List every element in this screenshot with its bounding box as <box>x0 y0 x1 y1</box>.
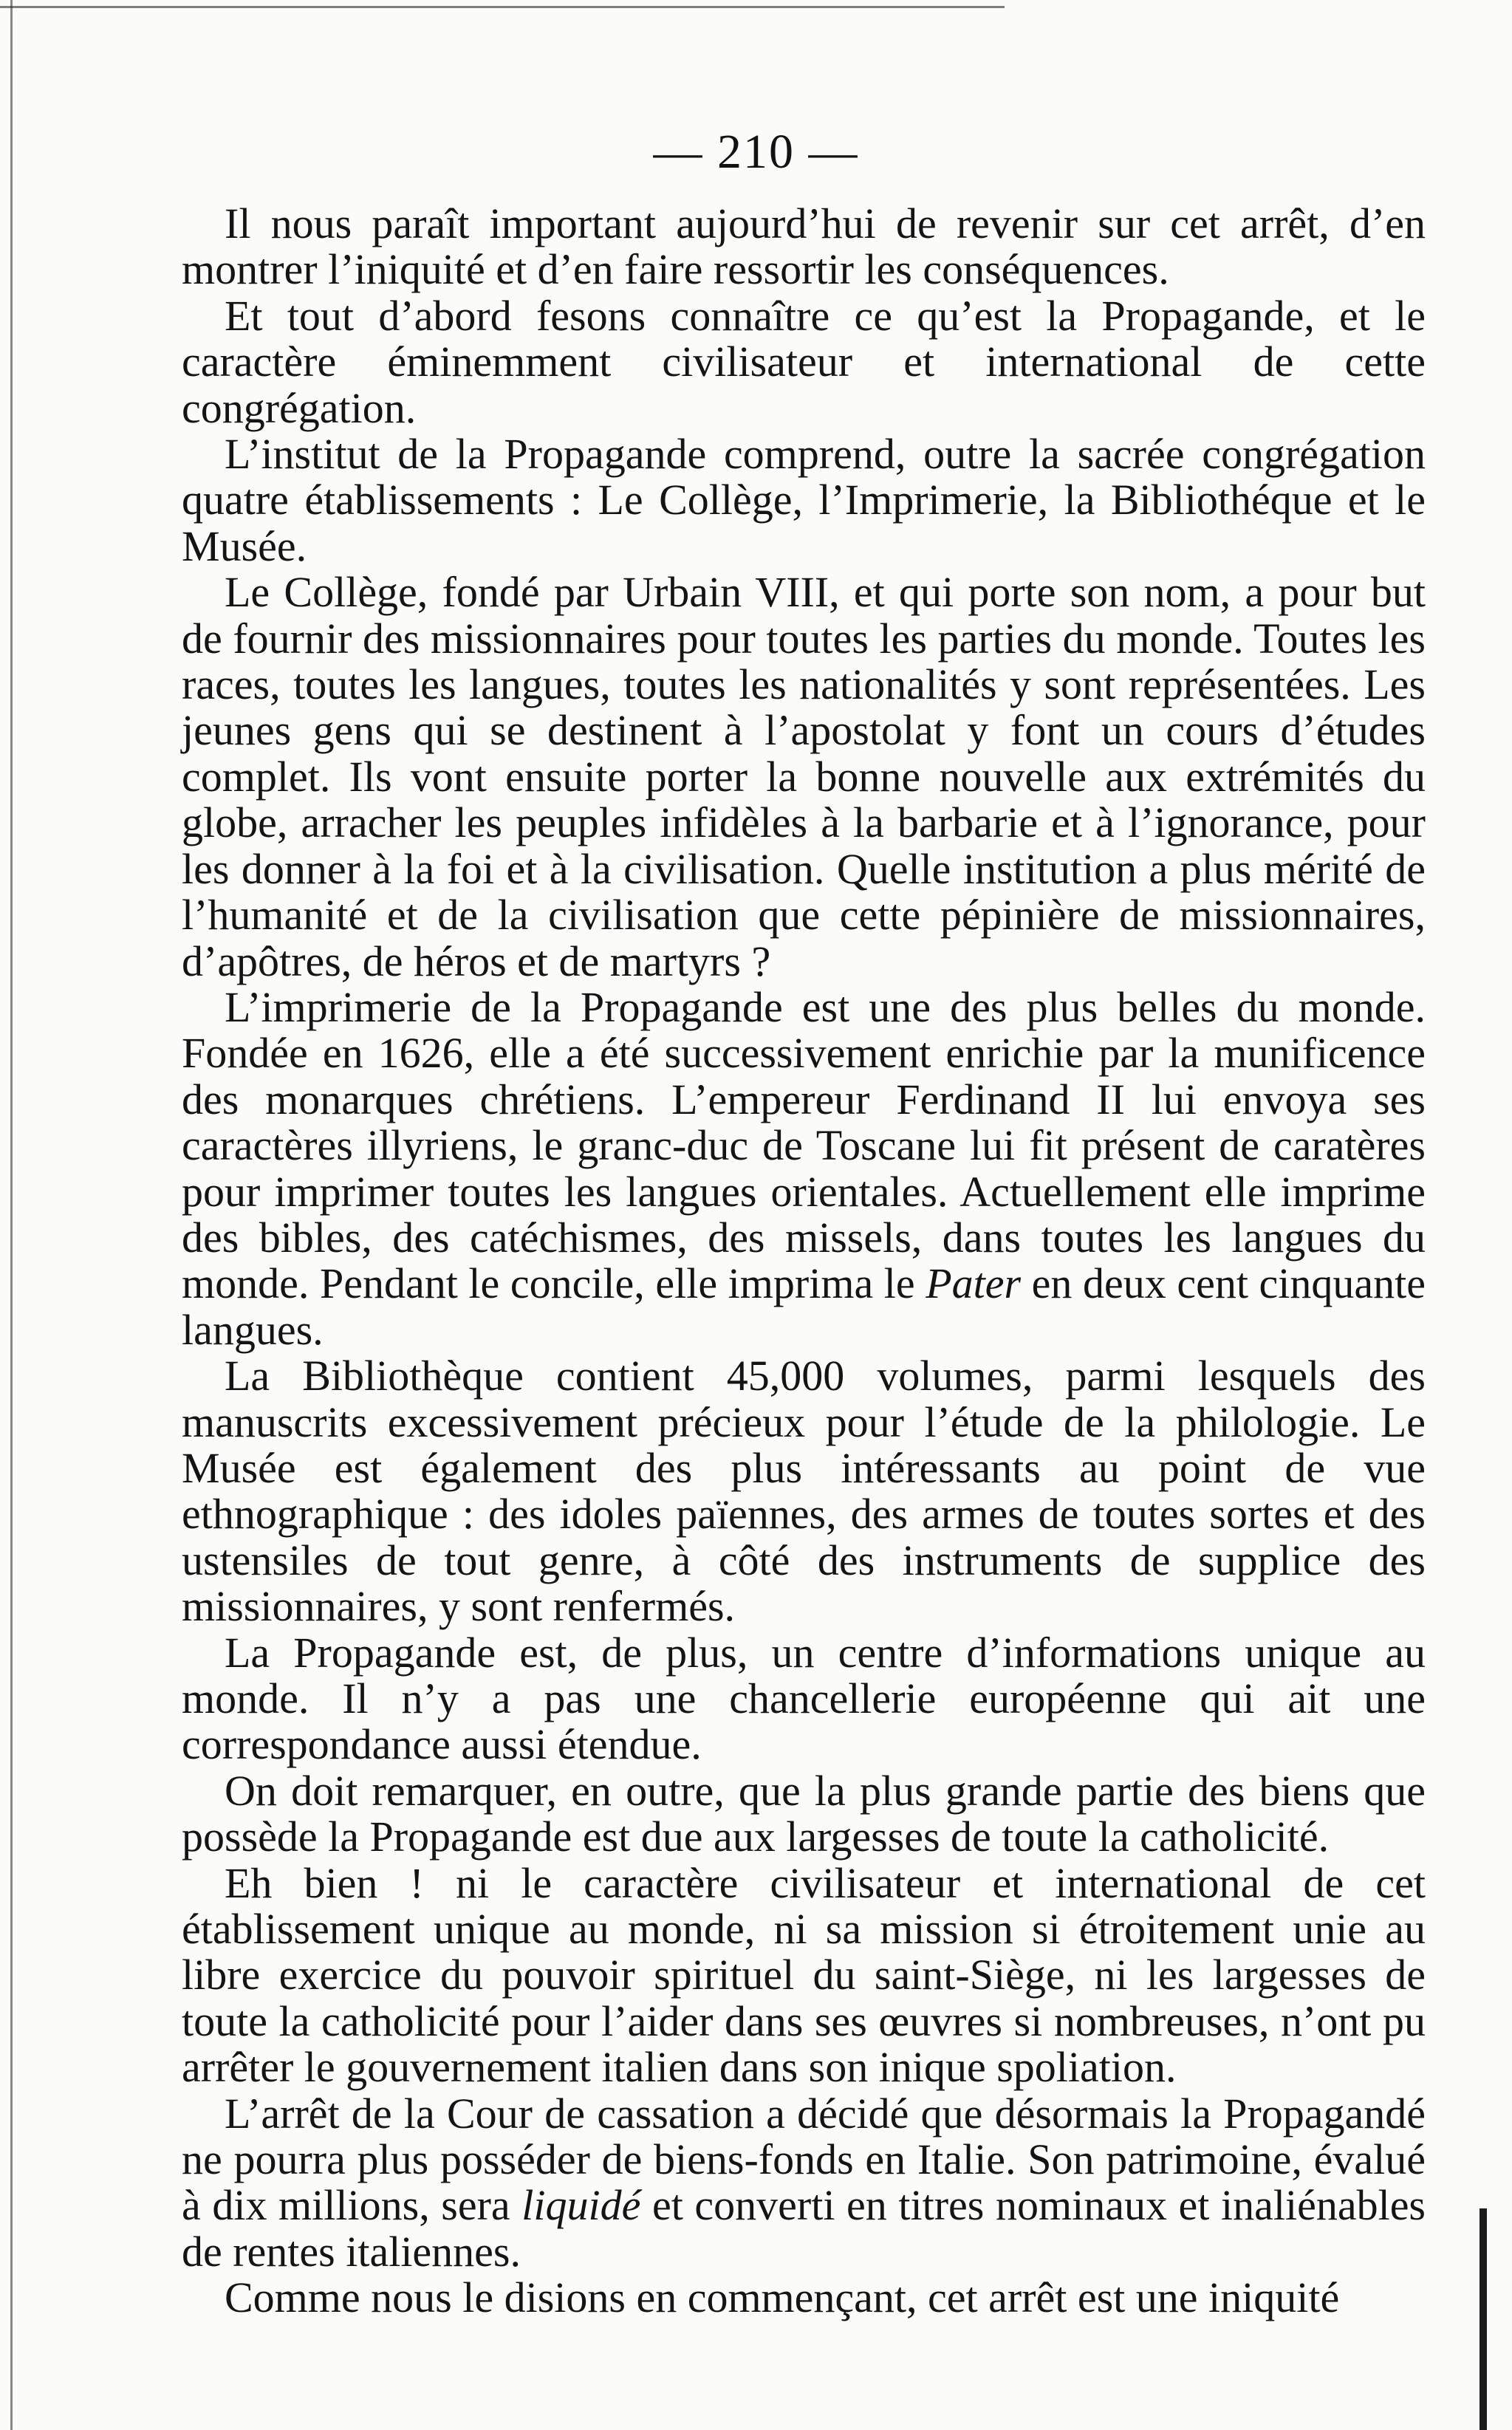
italic-word: Pater <box>926 1259 1022 1308</box>
italic-word: liquidé <box>521 2181 641 2230</box>
paragraph: Comme nous le disions en commençant, cet arrêt est une iniquité <box>225 2273 1340 2322</box>
paragraph-text: et converti en titres nominaux et inaliénables de rentes italiennes. <box>182 2181 1426 2276</box>
paragraph-text: en deux cent cinquante langues. <box>182 1259 1426 1354</box>
top-rule <box>0 6 1005 8</box>
paragraph: Le Collège, fondé par Urbain VIII, et qui porte son nom, a pour but de fournir des missionnaires pour toutes les parties du monde. Toutes les races, toutes les langues, toutes les nationalités y sont représentées. Les jeunes gens qui se destinent à l’apostolat y font un cours d’études complet. Ils vont ensuite porter la bonne nouvelle aux extrémités du globe, arracher les peuples infidèles à la barbarie et à l’ignorance, pour les donner à la foi et à la civilisation. Quelle institution a plus mérité de l’humanité et de la civilisation que cette pépinière de missionnaires, d’apôtres, de héros et de martyrs ? <box>182 568 1426 985</box>
paragraph-text: L’imprimerie de la Propagande est une des plus belles du monde. Fondée en 1626, elle a été successivement enrichie par la munificence des monarques chrétiens. L’empereur Ferdinand II lui envoya ses caractères illyriens, le granc-duc de Toscane lui fit présent de caratères pour imprimer toutes les langues orientales. Actuellement elle imprime des bibles, des catéchismes, des missels, dans toutes les langues du monde. Pendant le concile, elle imprima le <box>182 982 1426 1308</box>
paragraph: L’institut de la Propagande comprend, outre la sacrée congrégation quatre établissements : Le Collège, l’Imprimerie, la Bibliothéque et le Musée. <box>182 430 1426 570</box>
paragraph-text: L’arrêt de la Cour de cassation a décidé que désormais la Propagandé ne pourra plus posséder de biens-fonds en Italie. Son patrimoine, évalué à dix millions, sera <box>182 2089 1426 2230</box>
paragraph: Eh bien ! ni le caractère civilisateur et international de cet établissement unique au monde, ni sa mission si étroitement unie au libre exercice du pouvoir spirituel du saint-Siège, ni les largesses de toute la catholicité pour l’aider dans ses œuvres si nombreuses, n’ont pu arrêter le gouvernement italien dans son inique spoliation. <box>182 1858 1426 2092</box>
paragraph: Et tout d’abord fesons connaître ce qu’est la Propagande, et le caractère éminemment civilisateur et international de cette congrégation. <box>182 291 1426 432</box>
paragraph: Il nous paraît important aujourd’hui de revenir sur cet arrêt, d’en montrer l’iniquité et d’en faire ressortir les conséquences. <box>182 199 1426 294</box>
paragraph <box>182 982 1426 1354</box>
page-edge-shadow <box>1479 2208 1487 2430</box>
paragraph: La Propagande est, de plus, un centre d’informations unique au monde. Il n’y a pas une chancellerie européenne qui ait une correspondance aussi étendue. <box>182 1628 1426 1769</box>
binding-edge <box>10 0 13 2430</box>
page-number: — 210 — <box>653 125 859 179</box>
paragraph <box>182 2091 1426 2276</box>
paragraph: On doit remarquer, en outre, que la plus grande partie des biens que possède la Propagande est due aux largesses de toute la catholicité. <box>182 1766 1426 1861</box>
paragraph: La Bibliothèque contient 45,000 volumes, parmi lesquels des manuscrits excessivement précieux pour l’étude de la philologie. Le Musée est également des plus intéressants au point de vue ethnographique : des idoles païennes, des armes de toutes sortes et des ustensiles de tout genre, à côté des instruments de supplice des missionnaires, y sont renfermés. <box>182 1352 1426 1631</box>
body-text <box>182 201 1426 2321</box>
